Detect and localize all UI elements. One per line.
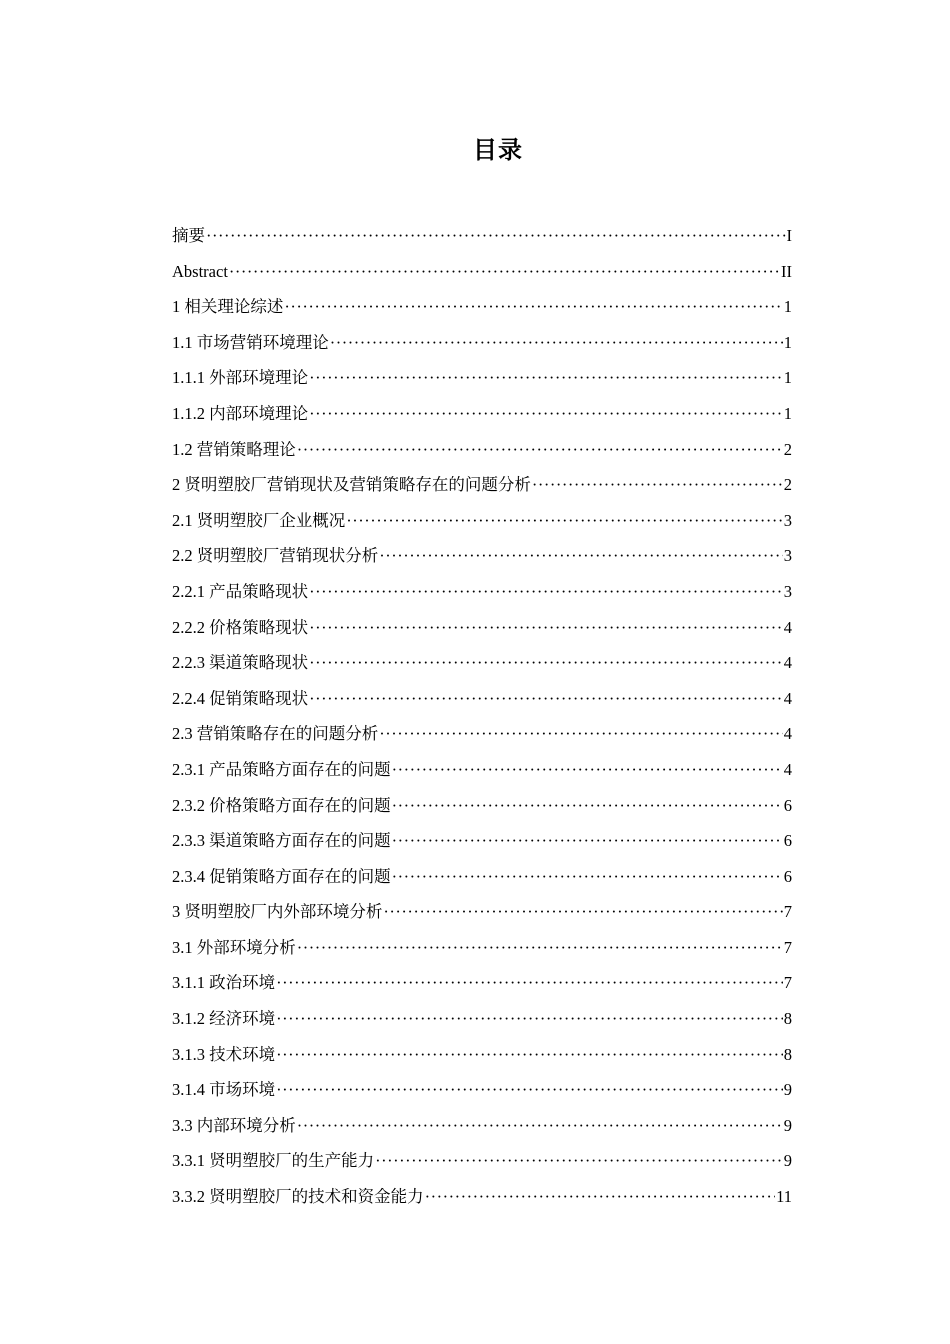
- toc-entry-page-number: 9: [783, 1115, 792, 1135]
- toc-entry[interactable]: [172, 325, 792, 361]
- toc-entry-text: 3 贤明塑胶厂内外部环境分析: [172, 902, 383, 922]
- toc-dot-leader: [379, 538, 783, 574]
- toc-dot-leader: [392, 859, 783, 895]
- toc-dot-leader: [206, 218, 786, 254]
- toc-entry[interactable]: [172, 823, 792, 859]
- toc-entry-text: 2.3.4 促销策略方面存在的问题: [172, 866, 391, 886]
- toc-entry[interactable]: [172, 681, 792, 717]
- toc-entry-text: 1 相关理论综述: [172, 297, 284, 317]
- toc-entry[interactable]: [172, 716, 792, 752]
- toc-entry-page-number: 4: [783, 617, 792, 637]
- toc-entry-page-number: 4: [783, 759, 792, 779]
- toc-dot-leader: [379, 716, 783, 752]
- toc-entry[interactable]: [172, 610, 792, 646]
- toc-entry[interactable]: [172, 894, 792, 930]
- toc-entry-text: 2.3.1 产品策略方面存在的问题: [172, 759, 391, 779]
- toc-entry[interactable]: [172, 1179, 792, 1215]
- toc-dot-leader: [532, 467, 783, 503]
- toc-entry-text: 3.3.1 贤明塑胶厂的生产能力: [172, 1151, 375, 1171]
- toc-entry[interactable]: [172, 1072, 792, 1108]
- table-of-contents: [172, 218, 792, 1215]
- toc-dot-leader: [346, 503, 783, 539]
- toc-dot-leader: [297, 930, 783, 966]
- toc-entry[interactable]: [172, 1037, 792, 1073]
- toc-entry[interactable]: [172, 218, 792, 254]
- toc-entry[interactable]: [172, 503, 792, 539]
- toc-entry-page-number: 4: [783, 653, 792, 673]
- toc-dot-leader: [276, 1037, 783, 1073]
- toc-entry-page-number: 4: [783, 724, 792, 744]
- toc-dot-leader: [425, 1179, 775, 1215]
- toc-entry[interactable]: [172, 752, 792, 788]
- toc-dot-leader: [276, 1072, 783, 1108]
- toc-entry[interactable]: [172, 859, 792, 895]
- toc-entry-page-number: 8: [783, 1044, 792, 1064]
- toc-entry-text: 2.2.4 促销策略现状: [172, 688, 309, 708]
- toc-entry[interactable]: [172, 788, 792, 824]
- toc-entry-text: 1.1.2 内部环境理论: [172, 403, 309, 423]
- toc-dot-leader: [383, 894, 782, 930]
- toc-entry-page-number: 6: [783, 831, 792, 851]
- toc-entry-text: 3.1.4 市场环境: [172, 1080, 276, 1100]
- toc-entry-text: 2.2.1 产品策略现状: [172, 581, 309, 601]
- toc-entry[interactable]: [172, 1001, 792, 1037]
- toc-entry-page-number: 6: [783, 866, 792, 886]
- toc-entry-page-number: II: [781, 261, 792, 281]
- toc-entry-text: 摘要: [172, 226, 205, 245]
- toc-entry-page-number: 3: [783, 510, 792, 530]
- toc-entry[interactable]: [172, 396, 792, 432]
- toc-dot-leader: [392, 823, 783, 859]
- toc-dot-leader: [309, 396, 783, 432]
- toc-dot-leader: [330, 325, 783, 361]
- toc-entry-text: 2.3.2 价格策略方面存在的问题: [172, 795, 391, 815]
- toc-entry-page-number: 7: [783, 937, 792, 957]
- toc-entry-text: 3.1 外部环境分析: [172, 937, 296, 957]
- toc-entry-text: 1.1.1 外部环境理论: [172, 368, 309, 388]
- toc-entry-page-number: 11: [776, 1187, 792, 1207]
- toc-entry-page-number: 6: [783, 795, 792, 815]
- toc-dot-leader: [309, 610, 783, 646]
- toc-entry[interactable]: [172, 467, 792, 503]
- toc-entry-text: 2.2.2 价格策略现状: [172, 617, 309, 637]
- toc-dot-leader: [276, 965, 783, 1001]
- toc-entry[interactable]: [172, 930, 792, 966]
- toc-dot-leader: [284, 289, 782, 325]
- toc-entry-page-number: 1: [783, 403, 792, 423]
- toc-entry[interactable]: [172, 1108, 792, 1144]
- toc-entry-text: 1.2 营销策略理论: [172, 439, 296, 459]
- toc-entry-page-number: 3: [783, 546, 792, 566]
- toc-entry-text: 2.3 营销策略存在的问题分析: [172, 724, 379, 744]
- toc-entry-text: 3.1.1 政治环境: [172, 973, 276, 993]
- toc-entry-text: 3.1.3 技术环境: [172, 1044, 276, 1064]
- toc-entry-text: 2.2 贤明塑胶厂营销现状分析: [172, 546, 379, 566]
- toc-entry-page-number: 9: [783, 1080, 792, 1100]
- toc-entry[interactable]: [172, 254, 792, 290]
- toc-dot-leader: [309, 681, 783, 717]
- toc-entry[interactable]: [172, 1143, 792, 1179]
- toc-dot-leader: [297, 1108, 783, 1144]
- toc-dot-leader: [375, 1143, 783, 1179]
- toc-entry-text: 3.1.2 经济环境: [172, 1009, 276, 1029]
- toc-entry-page-number: 2: [783, 475, 792, 495]
- toc-entry-text: 3.3.2 贤明塑胶厂的技术和资金能力: [172, 1187, 424, 1207]
- toc-entry-page-number: 3: [783, 581, 792, 601]
- toc-dot-leader: [392, 788, 783, 824]
- toc-entry[interactable]: [172, 538, 792, 574]
- toc-dot-leader: [276, 1001, 783, 1037]
- toc-dot-leader: [297, 432, 783, 468]
- toc-entry-page-number: 9: [783, 1151, 792, 1171]
- toc-entry-page-number: 1: [783, 368, 792, 388]
- toc-entry-page-number: 8: [783, 1009, 792, 1029]
- toc-dot-leader: [309, 574, 783, 610]
- toc-dot-leader: [309, 645, 783, 681]
- toc-dot-leader: [229, 254, 780, 290]
- toc-entry[interactable]: [172, 645, 792, 681]
- toc-dot-leader: [309, 360, 783, 396]
- toc-entry[interactable]: [172, 432, 792, 468]
- toc-entry-page-number: 1: [783, 332, 792, 352]
- toc-entry[interactable]: [172, 289, 792, 325]
- toc-entry[interactable]: [172, 360, 792, 396]
- toc-entry-page-number: 2: [783, 439, 792, 459]
- toc-entry-text: 2.2.3 渠道策略现状: [172, 653, 309, 673]
- toc-entry-text: Abstract: [172, 261, 228, 281]
- toc-entry[interactable]: [172, 574, 792, 610]
- toc-entry-text: 2.3.3 渠道策略方面存在的问题: [172, 831, 391, 851]
- toc-dot-leader: [392, 752, 783, 788]
- toc-entry-text: 3.3 内部环境分析: [172, 1115, 296, 1135]
- toc-entry-page-number: 7: [783, 973, 792, 993]
- toc-entry-page-number: 4: [783, 688, 792, 708]
- toc-title: 目录: [473, 136, 523, 164]
- toc-entry-page-number: 7: [783, 902, 792, 922]
- toc-entry-page-number: I: [786, 226, 792, 245]
- toc-entry-text: 1.1 市场营销环境理论: [172, 332, 329, 352]
- toc-entry[interactable]: [172, 965, 792, 1001]
- toc-entry-text: 2 贤明塑胶厂营销现状及营销策略存在的问题分析: [172, 475, 531, 495]
- toc-entry-page-number: 1: [783, 297, 792, 317]
- toc-entry-text: 2.1 贤明塑胶厂企业概况: [172, 510, 346, 530]
